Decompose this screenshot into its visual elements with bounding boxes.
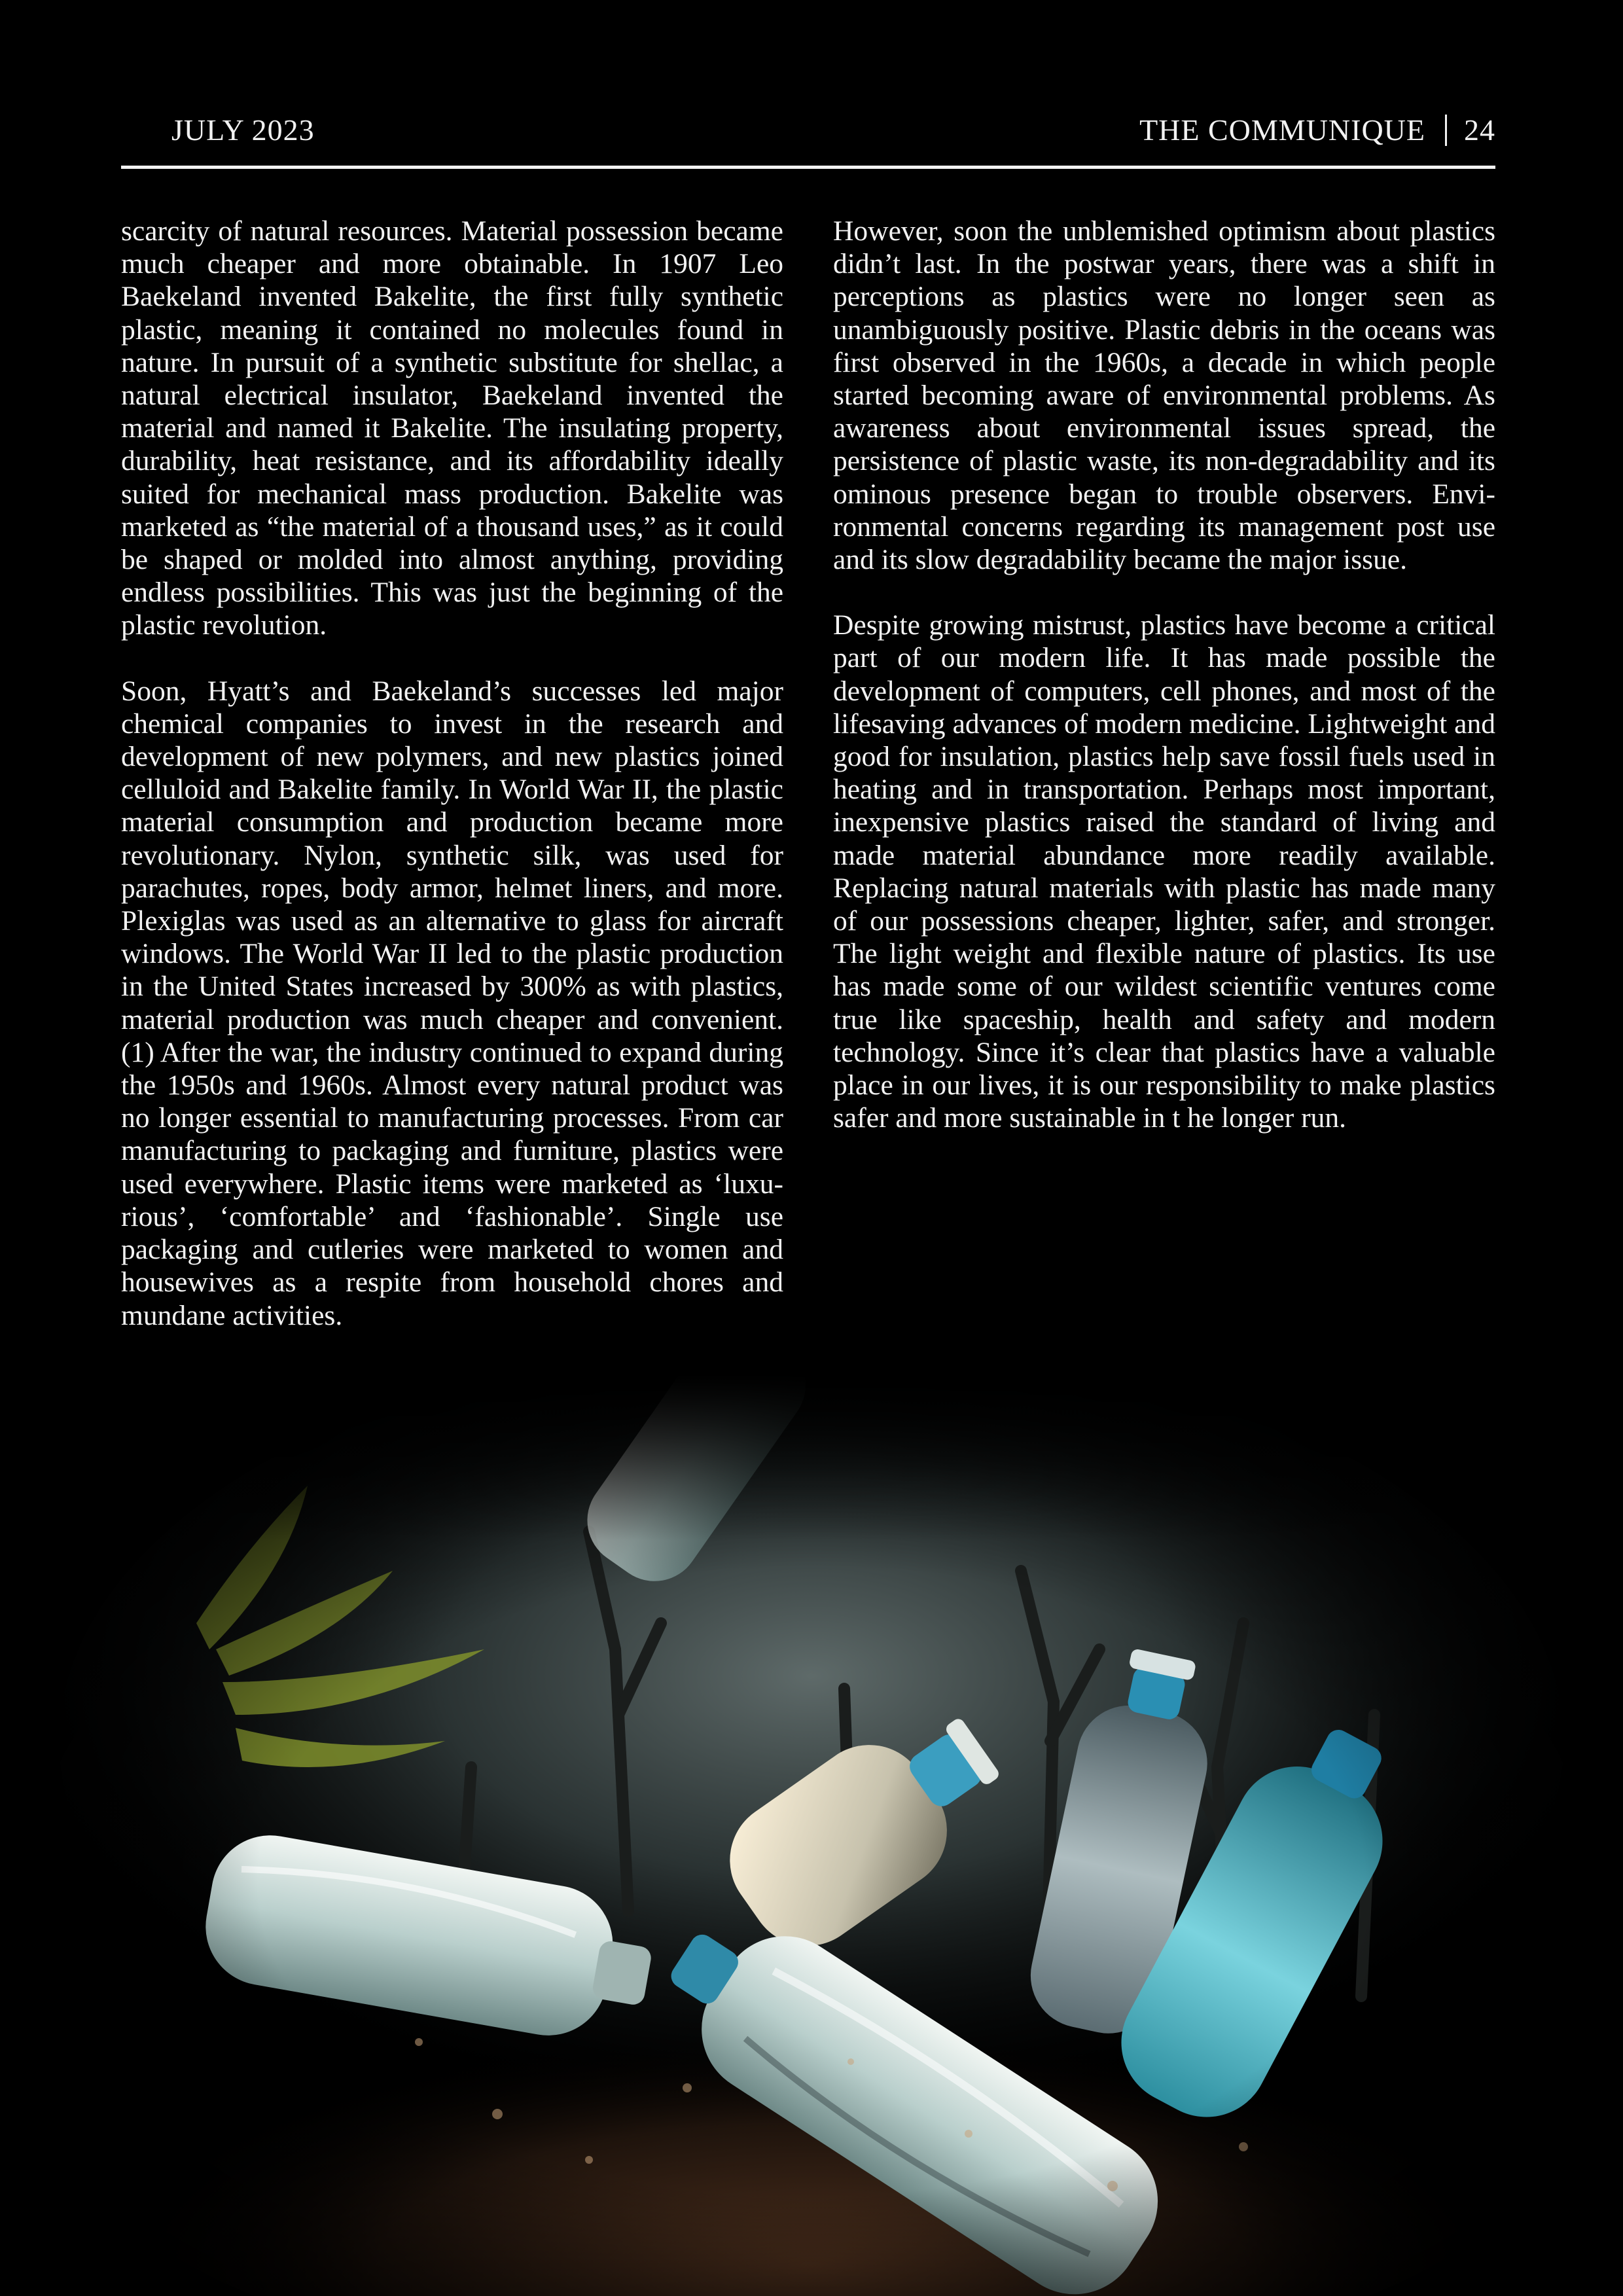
right-paragraph-1: However, soon the unblemished optimism about plastics didn’t last. In the postwar years, there was a shift in perceptions as plastics were no longer seen as unambiguously positive. Plastic debris in the oceans was first observed in the 1960s, a decade in which people started becoming aware of environmental problems. As awareness about environmental issues spread, the persistence of plastic waste, its non-degradability and its ominous presence began to trouble observers. Environmental concerns regarding its management post use and its slow degradability became the major issue. bbox=[833, 215, 1495, 576]
right-column bbox=[833, 215, 1495, 1134]
left-column bbox=[121, 215, 783, 1332]
header-separator bbox=[1445, 115, 1447, 146]
left-paragraph-2: Soon, Hyatt’s and Baekeland’s successes led major chemical companies to invest in the research and development of new polymers, and new plastics joined celluloid and Bakelite family. In World War II, the plastic material consumption and production became more revolutionary. Nylon, synthetic silk, was used for parachutes, ropes, body armor, helmet liners, and more. Plexiglas was used as an alternative to glass for aircraft windows. The World War II led to the plastic production in the United States increased by 300% as with plastics, material production was much cheaper and convenient. (1) After the war, the industry continued to expand during the 1950s and 1960s. Almost every natural product was no longer essential to manufacturing processes. From car manufacturing to packaging and furniture, plastics were used everywhere. Plastic items were marketed as ‘luxurious’, ‘comfortable’ and ‘fashionable’. Single use packaging and cutleries were marketed to women and housewives as a respite from household chores and mundane activities. bbox=[121, 675, 783, 1331]
illustration-svg bbox=[0, 1374, 1623, 2296]
publication-name: THE COMMUNIQUE bbox=[1139, 113, 1425, 147]
illustration-top-fade bbox=[0, 1374, 1623, 2296]
page-header bbox=[121, 110, 1495, 169]
left-paragraph-1: scarcity of natural resources. Material possession became much cheaper and more obtainable. In 1907 Leo Baekeland invented Bakelite, the first fully synthetic plastic, meaning it contained no molecules found in nature. In pursuit of a synthetic substitute for shellac, a natural electrical insulator, Baekeland invented the material and named it Bakelite. The insulating property, durability, heat resistance, and its affordability ideally suited for mechanical mass production. Bakelite was marketed as “the material of a thousand uses,” as it could be shaped or molded into almost anything, providing endless possibilities. This was just the beginning of the plastic revolution. bbox=[121, 215, 783, 641]
publication-block bbox=[1139, 113, 1495, 147]
page-number: 24 bbox=[1464, 113, 1495, 147]
right-paragraph-2: Despite growing mistrust, plastics have become a critical part of our modern life. It has made possible the development of computers, cell phones, and most of the lifesaving advances of modern medicine. Lightweight and good for insulation, plastics help save fossil fuels used in heating and in transportation. Perhaps most important, inexpensive plastics raised the standard of living and made material abundance more readily available. Replacing natural materials with plastic has made many of our possessions cheaper, lighter, safer, and stronger. The light weight and flexible nature of plastics. Its use has made some of our wildest scientific ventures come true like spaceship, health and safety and modern technology. Since it’s clear that plastics have a valuable place in our lives, it is our responsibility to make plastics safer and more sustainable in t he longer run. bbox=[833, 609, 1495, 1134]
issue-date: JULY 2023 bbox=[171, 113, 315, 147]
header-rule bbox=[121, 166, 1495, 169]
plastic-bottles-illustration bbox=[0, 1374, 1623, 2296]
